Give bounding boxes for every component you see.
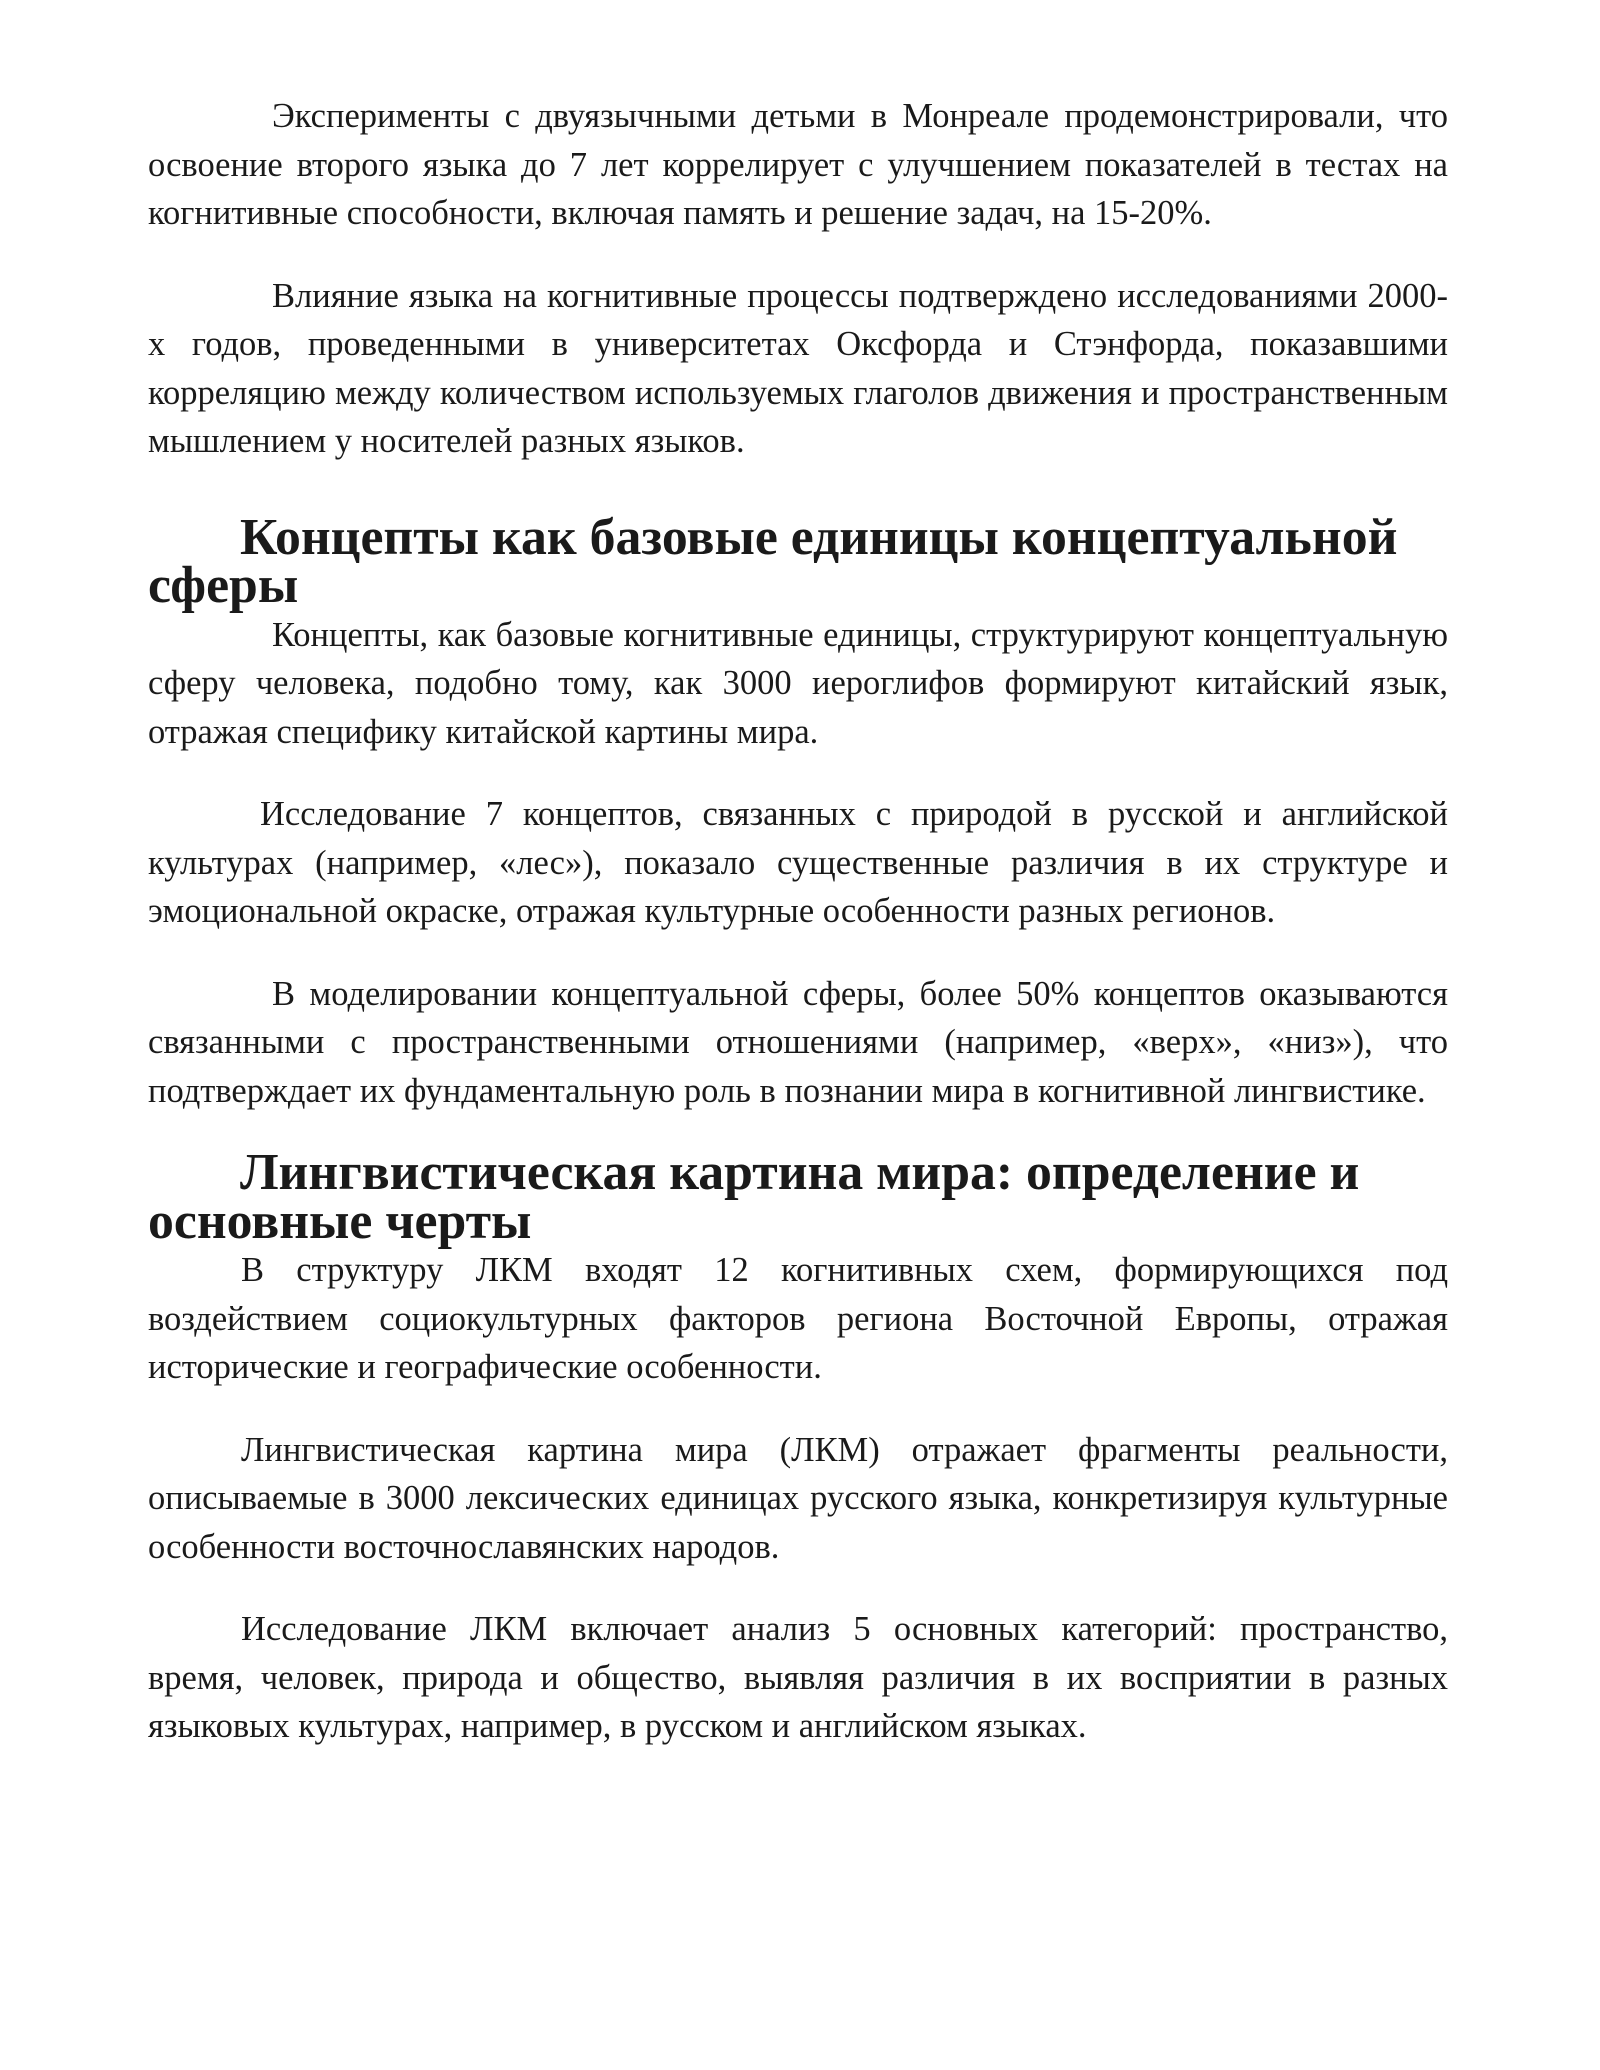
paragraph-seven-concepts: Исследование 7 концептов, связанных с природой в русской и английской культурах (например, «лес»), показало существенные различия в их структуре и эмоциональной окраске, отражая культурные особенности разных регионов. bbox=[148, 795, 1448, 930]
paragraph-spatial-concepts: В моделировании концептуальной сферы, более 50% концептов оказываются связанными с пространственными отношениями (например, «верх», «низ»), что подтверждает их фундаментальную роль в познании мира в когнитивной лингвистике. bbox=[148, 974, 1448, 1110]
paragraph-language-influence: Влияние языка на когнитивные процессы подтверждено исследованиями 2000-х годов, проведенными в университетах Оксфорда и Стэнфорда, показавшими корреляцию между количеством используемых глаголов движения и пространственным мышлением у носителей разных языков. bbox=[148, 276, 1448, 460]
section-heading-concepts: Концепты как базовые единицы концептуальной сферы bbox=[148, 508, 1398, 614]
document-body bbox=[148, 92, 1448, 1785]
paragraph-concepts-units: Концепты, как базовые когнитивные единицы, структурируют концептуальную сферу человека, подобно тому, как 3000 иероглифов формируют китайский язык, отражая специфику китайской картины мира. bbox=[148, 615, 1448, 751]
paragraph-lkm-categories: Исследование ЛКМ включает анализ 5 основных категорий: пространство, время, человек, природа и общество, выявляя различия в их восприятии в разных языковых культурах, например, в русском и английском языках. bbox=[148, 1610, 1448, 1745]
paragraph-lkm-structure: В структуру ЛКМ входят 12 когнитивных схем, формирующихся под воздействием социокультурных факторов региона Восточной Европы, отражая исторические и географические особенности. bbox=[148, 1251, 1448, 1386]
section-heading-linguistic-picture: Лингвистическая картина мира: определение и основные черты bbox=[148, 1144, 1360, 1250]
paragraph-lkm-definition: Лингвистическая картина мира (ЛКМ) отражает фрагменты реальности, описываемые в 3000 лексических единицах русского языка, конкретизируя культурные особенности восточнославянских народов. bbox=[148, 1430, 1448, 1566]
paragraph-montreal-experiments: Эксперименты с двуязычными детьми в Монреале продемонстрировали, что освоение второго языка до 7 лет коррелирует с улучшением показателей в тестах на когнитивные способности, включая память и решение задач, на 15-20%. bbox=[148, 97, 1448, 232]
